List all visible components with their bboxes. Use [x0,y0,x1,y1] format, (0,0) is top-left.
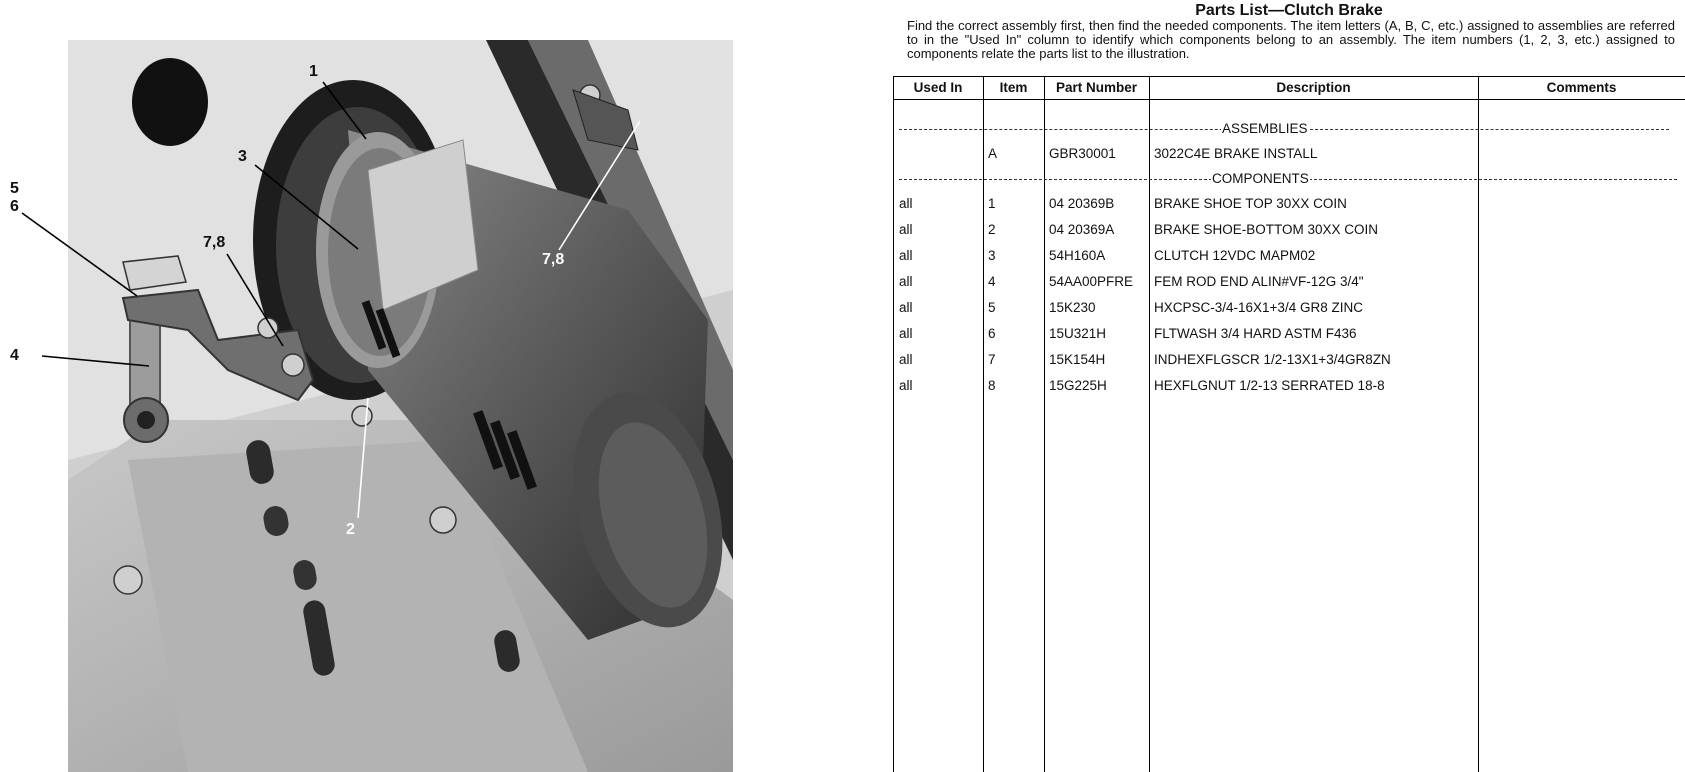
callout-7-8-right: 7,8 [542,251,565,268]
cell-used-in: all [899,352,913,367]
components-label: COMPONENTS [1212,171,1309,186]
cell-used-in: all [899,300,913,315]
cell-description: CLUTCH 12VDC MAPM02 [1154,248,1316,263]
cell-part-number: 54AA00PFRE [1049,274,1134,289]
cell-item: 7 [988,352,996,367]
cell-part-number: GBR30001 [1049,146,1116,161]
cell-used-in: all [899,248,913,263]
callout-4: 4 [10,347,19,364]
table-row [893,248,1685,268]
table-row [893,300,1685,320]
parts-list-title: Parts List—Clutch Brake [1195,2,1383,19]
cell-item: 8 [988,378,996,393]
assemblies-label: ASSEMBLIES [1222,121,1308,136]
column-header-comments: Comments [1546,80,1617,95]
cell-description: FLTWASH 3/4 HARD ASTM F436 [1154,326,1357,341]
cell-used-in: all [899,274,913,289]
cell-used-in: all [899,196,913,211]
column-header-used-in: Used In [913,80,963,95]
cell-item: 2 [988,222,996,237]
table-row [893,222,1685,242]
cell-part-number: 15G225H [1049,378,1107,393]
components-separator [899,171,1679,187]
cell-description: 3022C4E BRAKE INSTALL [1154,146,1318,161]
cell-item: A [988,146,998,161]
cell-part-number: 15K230 [1049,300,1096,315]
cell-item: 6 [988,326,996,341]
cell-description: HEXFLGNUT 1/2-13 SERRATED 18-8 [1154,378,1385,393]
cell-used-in: all [899,378,913,393]
header-rule [893,99,1685,100]
callout-7-8-left: 7,8 [203,234,226,251]
photo-illustration [68,40,733,772]
cell-item: 4 [988,274,996,289]
cell-item: 5 [988,300,996,315]
column-header-part-number: Part Number [1055,80,1138,95]
cell-used-in: all [899,326,913,341]
cell-part-number: 04 20369A [1049,222,1115,237]
table-row [893,378,1685,398]
clutch-brake-photo [68,40,733,772]
callout-5-6: 5 6 [10,180,19,215]
cell-description: BRAKE SHOE TOP 30XX COIN [1154,196,1347,211]
cell-description: BRAKE SHOE-BOTTOM 30XX COIN [1154,222,1379,237]
cell-description: INDHEXFLGSCR 1/2-13X1+3/4GR8ZN [1154,352,1391,367]
cell-part-number: 15U321H [1049,326,1107,341]
table-row [893,146,1685,166]
table-row [893,352,1685,372]
cell-item: 3 [988,248,996,263]
assemblies-separator [899,121,1679,137]
table-row [893,274,1685,294]
cell-item: 1 [988,196,996,211]
table-row [893,196,1685,216]
cell-part-number: 04 20369B [1049,196,1115,211]
cell-used-in: all [899,222,913,237]
cell-description: FEM ROD END ALIN#VF-12G 3/4" [1154,274,1364,289]
cell-part-number: 15K154H [1049,352,1106,367]
cell-description: HXCPSC-3/4-16X1+3/4 GR8 ZINC [1154,300,1363,315]
cell-part-number: 54H160A [1049,248,1106,263]
callout-3: 3 [238,148,247,165]
parts-list-intro: Find the correct assembly first, then find the needed components. The item letters (A, B, C, etc.) assigned to assemblies are referred to in the "Used In" column to identify which components belong to an assembly. The item numbers (1, 2, 3, etc.) assigned to components relate the parts list to the illustration. [907,18,1675,61]
callout-2: 2 [346,521,355,538]
column-header-description: Description [1276,80,1351,95]
parts-list-panel [893,0,1685,772]
callout-1: 1 [309,63,318,80]
table-row [893,326,1685,346]
column-header-item: Item [999,80,1028,95]
